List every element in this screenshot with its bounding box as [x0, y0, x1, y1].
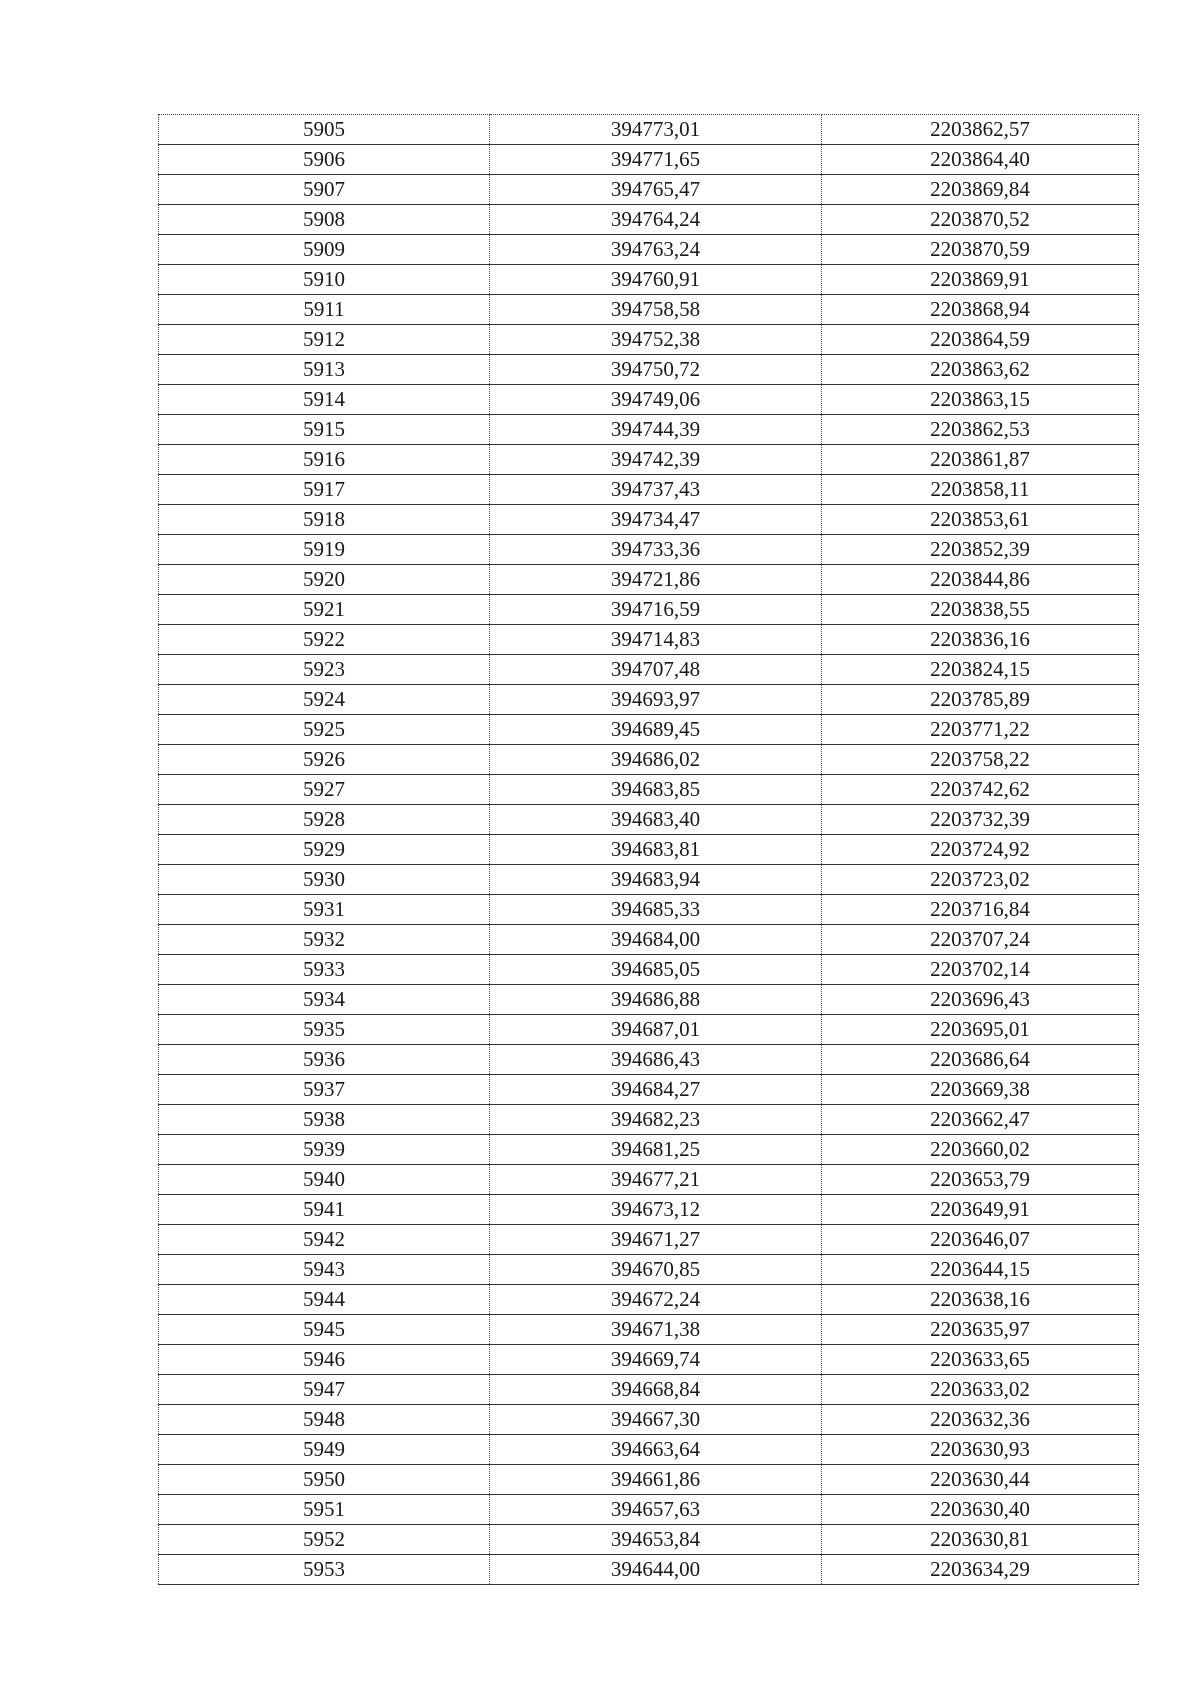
y-coordinate-cell: 2203732,39	[822, 805, 1139, 835]
x-coordinate-cell: 394686,43	[490, 1045, 822, 1075]
table-row	[159, 685, 1139, 715]
point-number-cell: 5945	[159, 1315, 490, 1345]
table-row	[159, 1465, 1139, 1495]
point-number-cell: 5914	[159, 385, 490, 415]
point-number-cell: 5946	[159, 1345, 490, 1375]
y-coordinate-cell: 2203869,84	[822, 175, 1139, 205]
x-coordinate-cell: 394683,85	[490, 775, 822, 805]
point-number-cell: 5908	[159, 205, 490, 235]
x-coordinate-cell: 394653,84	[490, 1525, 822, 1555]
point-number-cell: 5911	[159, 295, 490, 325]
table-row	[159, 595, 1139, 625]
x-coordinate-cell: 394668,84	[490, 1375, 822, 1405]
coordinates-table	[158, 114, 1139, 1585]
y-coordinate-cell: 2203862,57	[822, 115, 1139, 145]
x-coordinate-cell: 394685,05	[490, 955, 822, 985]
point-number-cell: 5939	[159, 1135, 490, 1165]
x-coordinate-cell: 394684,27	[490, 1075, 822, 1105]
x-coordinate-cell: 394681,25	[490, 1135, 822, 1165]
y-coordinate-cell: 2203695,01	[822, 1015, 1139, 1045]
x-coordinate-cell: 394672,24	[490, 1285, 822, 1315]
x-coordinate-cell: 394671,27	[490, 1225, 822, 1255]
y-coordinate-cell: 2203723,02	[822, 865, 1139, 895]
x-coordinate-cell: 394669,74	[490, 1345, 822, 1375]
point-number-cell: 5931	[159, 895, 490, 925]
point-number-cell: 5923	[159, 655, 490, 685]
point-number-cell: 5943	[159, 1255, 490, 1285]
x-coordinate-cell: 394682,23	[490, 1105, 822, 1135]
x-coordinate-cell: 394657,63	[490, 1495, 822, 1525]
x-coordinate-cell: 394663,64	[490, 1435, 822, 1465]
table-row	[159, 475, 1139, 505]
y-coordinate-cell: 2203864,40	[822, 145, 1139, 175]
point-number-cell: 5940	[159, 1165, 490, 1195]
point-number-cell: 5935	[159, 1015, 490, 1045]
table-row	[159, 775, 1139, 805]
y-coordinate-cell: 2203771,22	[822, 715, 1139, 745]
table-row	[159, 1135, 1139, 1165]
point-number-cell: 5921	[159, 595, 490, 625]
point-number-cell: 5925	[159, 715, 490, 745]
y-coordinate-cell: 2203836,16	[822, 625, 1139, 655]
table-row	[159, 805, 1139, 835]
y-coordinate-cell: 2203853,61	[822, 505, 1139, 535]
x-coordinate-cell: 394734,47	[490, 505, 822, 535]
x-coordinate-cell: 394670,85	[490, 1255, 822, 1285]
point-number-cell: 5938	[159, 1105, 490, 1135]
x-coordinate-cell: 394693,97	[490, 685, 822, 715]
x-coordinate-cell: 394686,02	[490, 745, 822, 775]
table-row	[159, 1405, 1139, 1435]
table-row	[159, 115, 1139, 145]
y-coordinate-cell: 2203858,11	[822, 475, 1139, 505]
point-number-cell: 5944	[159, 1285, 490, 1315]
point-number-cell: 5951	[159, 1495, 490, 1525]
point-number-cell: 5922	[159, 625, 490, 655]
x-coordinate-cell: 394744,39	[490, 415, 822, 445]
y-coordinate-cell: 2203870,59	[822, 235, 1139, 265]
x-coordinate-cell: 394742,39	[490, 445, 822, 475]
x-coordinate-cell: 394644,00	[490, 1555, 822, 1585]
table-row	[159, 1165, 1139, 1195]
x-coordinate-cell: 394661,86	[490, 1465, 822, 1495]
point-number-cell: 5929	[159, 835, 490, 865]
table-row	[159, 205, 1139, 235]
table-row	[159, 385, 1139, 415]
point-number-cell: 5936	[159, 1045, 490, 1075]
point-number-cell: 5913	[159, 355, 490, 385]
table-row	[159, 1435, 1139, 1465]
table-row	[159, 355, 1139, 385]
table-row	[159, 1255, 1139, 1285]
point-number-cell: 5952	[159, 1525, 490, 1555]
point-number-cell: 5919	[159, 535, 490, 565]
y-coordinate-cell: 2203632,36	[822, 1405, 1139, 1435]
y-coordinate-cell: 2203861,87	[822, 445, 1139, 475]
table-row	[159, 535, 1139, 565]
x-coordinate-cell: 394667,30	[490, 1405, 822, 1435]
point-number-cell: 5934	[159, 985, 490, 1015]
x-coordinate-cell: 394764,24	[490, 205, 822, 235]
x-coordinate-cell: 394685,33	[490, 895, 822, 925]
point-number-cell: 5915	[159, 415, 490, 445]
point-number-cell: 5920	[159, 565, 490, 595]
table-row	[159, 1315, 1139, 1345]
x-coordinate-cell: 394763,24	[490, 235, 822, 265]
x-coordinate-cell: 394758,58	[490, 295, 822, 325]
x-coordinate-cell: 394686,88	[490, 985, 822, 1015]
point-number-cell: 5937	[159, 1075, 490, 1105]
table-row	[159, 1195, 1139, 1225]
y-coordinate-cell: 2203838,55	[822, 595, 1139, 625]
x-coordinate-cell: 394677,21	[490, 1165, 822, 1195]
point-number-cell: 5906	[159, 145, 490, 175]
table-row	[159, 445, 1139, 475]
table-row	[159, 955, 1139, 985]
table-row	[159, 1045, 1139, 1075]
table-row	[159, 895, 1139, 925]
y-coordinate-cell: 2203844,86	[822, 565, 1139, 595]
table-row	[159, 1525, 1139, 1555]
table-row	[159, 1555, 1139, 1585]
x-coordinate-cell: 394683,94	[490, 865, 822, 895]
y-coordinate-cell: 2203644,15	[822, 1255, 1139, 1285]
table-row	[159, 235, 1139, 265]
y-coordinate-cell: 2203630,44	[822, 1465, 1139, 1495]
table-row	[159, 745, 1139, 775]
x-coordinate-cell: 394683,40	[490, 805, 822, 835]
point-number-cell: 5948	[159, 1405, 490, 1435]
x-coordinate-cell: 394689,45	[490, 715, 822, 745]
y-coordinate-cell: 2203633,65	[822, 1345, 1139, 1375]
table-row	[159, 985, 1139, 1015]
y-coordinate-cell: 2203869,91	[822, 265, 1139, 295]
point-number-cell: 5918	[159, 505, 490, 535]
coordinates-table-body	[159, 115, 1139, 1585]
point-number-cell: 5926	[159, 745, 490, 775]
x-coordinate-cell: 394714,83	[490, 625, 822, 655]
y-coordinate-cell: 2203863,62	[822, 355, 1139, 385]
y-coordinate-cell: 2203633,02	[822, 1375, 1139, 1405]
x-coordinate-cell: 394760,91	[490, 265, 822, 295]
y-coordinate-cell: 2203870,52	[822, 205, 1139, 235]
y-coordinate-cell: 2203646,07	[822, 1225, 1139, 1255]
y-coordinate-cell: 2203660,02	[822, 1135, 1139, 1165]
point-number-cell: 5907	[159, 175, 490, 205]
point-number-cell: 5949	[159, 1435, 490, 1465]
table-row	[159, 925, 1139, 955]
y-coordinate-cell: 2203724,92	[822, 835, 1139, 865]
table-row	[159, 145, 1139, 175]
table-row	[159, 1225, 1139, 1255]
y-coordinate-cell: 2203785,89	[822, 685, 1139, 715]
point-number-cell: 5930	[159, 865, 490, 895]
point-number-cell: 5942	[159, 1225, 490, 1255]
y-coordinate-cell: 2203716,84	[822, 895, 1139, 925]
y-coordinate-cell: 2203702,14	[822, 955, 1139, 985]
table-row	[159, 1495, 1139, 1525]
point-number-cell: 5924	[159, 685, 490, 715]
point-number-cell: 5905	[159, 115, 490, 145]
x-coordinate-cell: 394749,06	[490, 385, 822, 415]
y-coordinate-cell: 2203852,39	[822, 535, 1139, 565]
x-coordinate-cell: 394733,36	[490, 535, 822, 565]
y-coordinate-cell: 2203686,64	[822, 1045, 1139, 1075]
y-coordinate-cell: 2203630,81	[822, 1525, 1139, 1555]
y-coordinate-cell: 2203862,53	[822, 415, 1139, 445]
y-coordinate-cell: 2203868,94	[822, 295, 1139, 325]
point-number-cell: 5916	[159, 445, 490, 475]
table-row	[159, 715, 1139, 745]
point-number-cell: 5928	[159, 805, 490, 835]
table-row	[159, 1345, 1139, 1375]
x-coordinate-cell: 394750,72	[490, 355, 822, 385]
table-row	[159, 415, 1139, 445]
y-coordinate-cell: 2203630,40	[822, 1495, 1139, 1525]
x-coordinate-cell: 394673,12	[490, 1195, 822, 1225]
point-number-cell: 5950	[159, 1465, 490, 1495]
y-coordinate-cell: 2203696,43	[822, 985, 1139, 1015]
x-coordinate-cell: 394752,38	[490, 325, 822, 355]
y-coordinate-cell: 2203669,38	[822, 1075, 1139, 1105]
x-coordinate-cell: 394707,48	[490, 655, 822, 685]
point-number-cell: 5953	[159, 1555, 490, 1585]
table-row	[159, 565, 1139, 595]
y-coordinate-cell: 2203864,59	[822, 325, 1139, 355]
y-coordinate-cell: 2203707,24	[822, 925, 1139, 955]
table-row	[159, 1285, 1139, 1315]
point-number-cell: 5947	[159, 1375, 490, 1405]
table-row	[159, 625, 1139, 655]
table-row	[159, 175, 1139, 205]
x-coordinate-cell: 394687,01	[490, 1015, 822, 1045]
table-row	[159, 265, 1139, 295]
x-coordinate-cell: 394773,01	[490, 115, 822, 145]
table-row	[159, 1375, 1139, 1405]
y-coordinate-cell: 2203662,47	[822, 1105, 1139, 1135]
point-number-cell: 5909	[159, 235, 490, 265]
point-number-cell: 5912	[159, 325, 490, 355]
y-coordinate-cell: 2203638,16	[822, 1285, 1139, 1315]
table-row	[159, 1015, 1139, 1045]
x-coordinate-cell: 394671,38	[490, 1315, 822, 1345]
x-coordinate-cell: 394721,86	[490, 565, 822, 595]
point-number-cell: 5933	[159, 955, 490, 985]
x-coordinate-cell: 394771,65	[490, 145, 822, 175]
table-row	[159, 865, 1139, 895]
x-coordinate-cell: 394683,81	[490, 835, 822, 865]
point-number-cell: 5932	[159, 925, 490, 955]
y-coordinate-cell: 2203758,22	[822, 745, 1139, 775]
y-coordinate-cell: 2203742,62	[822, 775, 1139, 805]
table-row	[159, 1105, 1139, 1135]
point-number-cell: 5917	[159, 475, 490, 505]
table-row	[159, 295, 1139, 325]
table-row	[159, 505, 1139, 535]
point-number-cell: 5910	[159, 265, 490, 295]
point-number-cell: 5927	[159, 775, 490, 805]
y-coordinate-cell: 2203863,15	[822, 385, 1139, 415]
x-coordinate-cell: 394765,47	[490, 175, 822, 205]
x-coordinate-cell: 394737,43	[490, 475, 822, 505]
table-row	[159, 835, 1139, 865]
table-row	[159, 1075, 1139, 1105]
table-row	[159, 655, 1139, 685]
y-coordinate-cell: 2203630,93	[822, 1435, 1139, 1465]
y-coordinate-cell: 2203635,97	[822, 1315, 1139, 1345]
y-coordinate-cell: 2203824,15	[822, 655, 1139, 685]
point-number-cell: 5941	[159, 1195, 490, 1225]
table-row	[159, 325, 1139, 355]
y-coordinate-cell: 2203649,91	[822, 1195, 1139, 1225]
y-coordinate-cell: 2203634,29	[822, 1555, 1139, 1585]
x-coordinate-cell: 394684,00	[490, 925, 822, 955]
x-coordinate-cell: 394716,59	[490, 595, 822, 625]
y-coordinate-cell: 2203653,79	[822, 1165, 1139, 1195]
